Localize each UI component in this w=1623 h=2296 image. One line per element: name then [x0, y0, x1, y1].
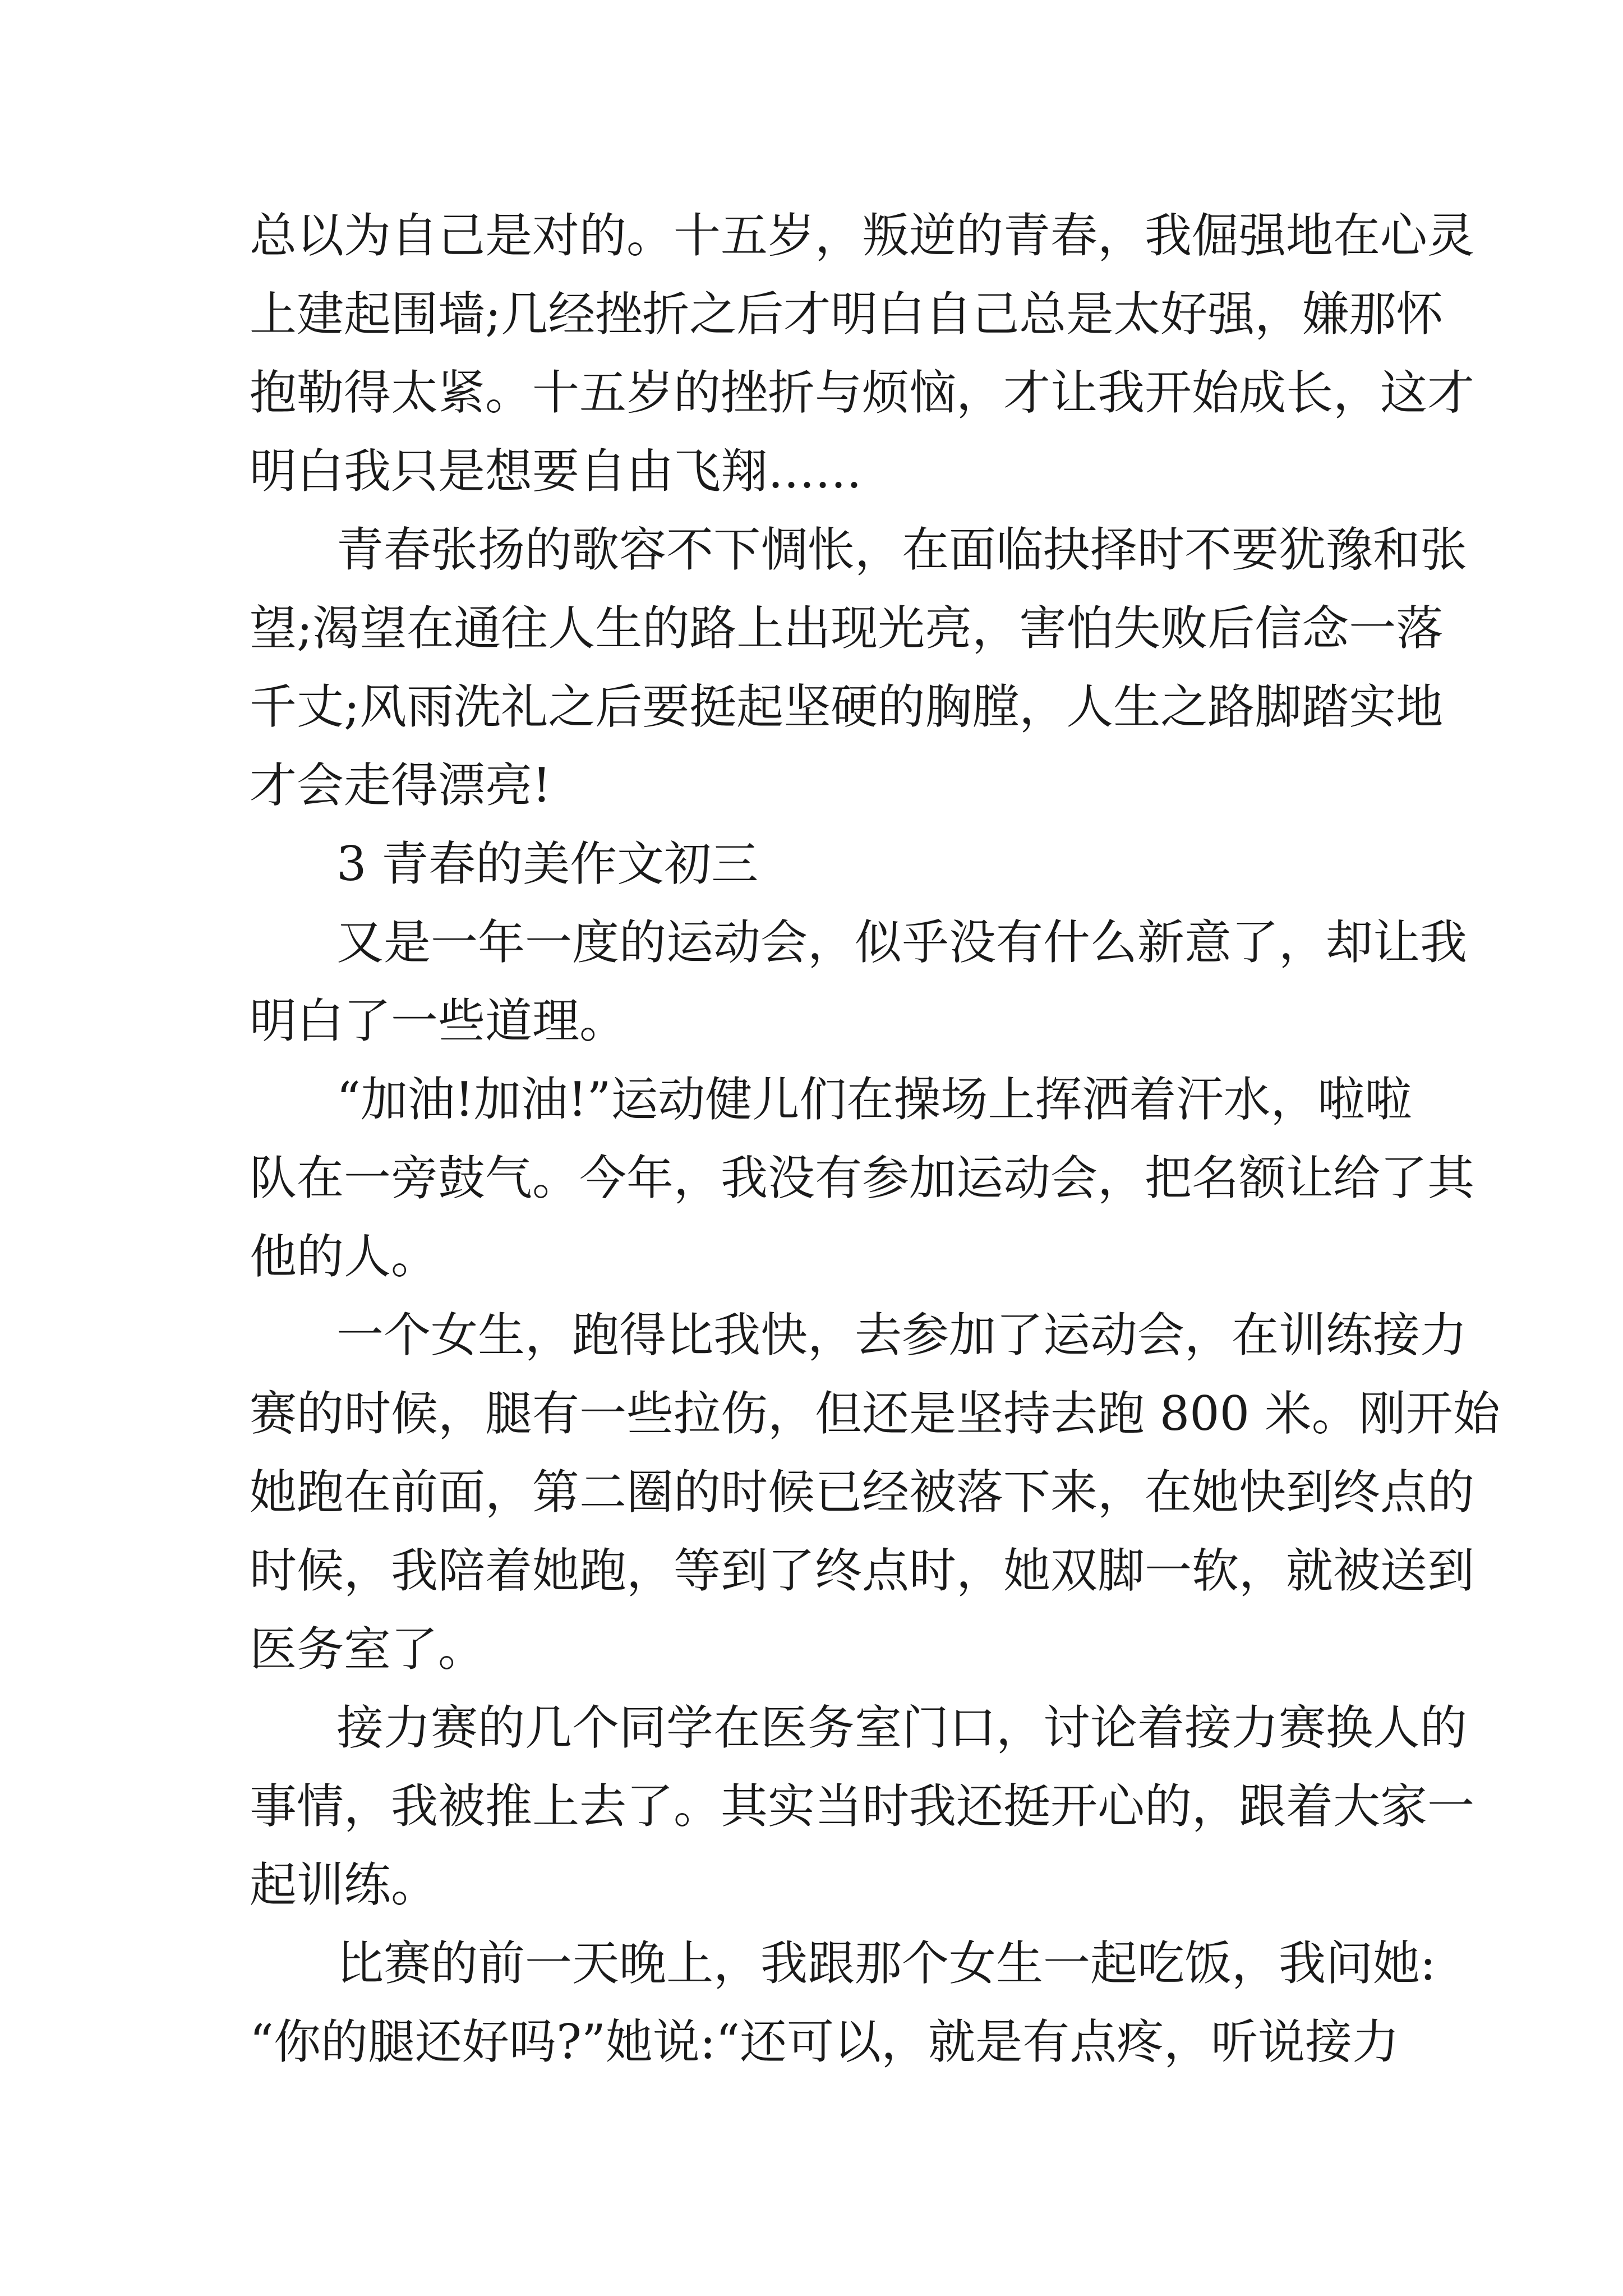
text-line: 上建起围墙;几经挫折之后才明白自己总是太好强，嫌那怀 [250, 287, 1444, 342]
text-line: 比赛的前一天晚上，我跟那个女生一起吃饭，我问她: [336, 1936, 1436, 1991]
text-line: 抱勒得太紧。十五岁的挫折与烦恼，才让我开始成长，这才 [250, 365, 1475, 420]
text-line: 医务室了。 [250, 1622, 486, 1677]
text-line: “你的腿还好吗?”她说:“还可以，就是有点疼，听说接力 [250, 2014, 1400, 2069]
text-line: 赛的时候，腿有一些拉伤，但还是坚持去跑 800 米。刚开始 [250, 1386, 1500, 1441]
text-line: “加油!加油!”运动健儿们在操场上挥洒着汗水，啦啦 [336, 1072, 1412, 1127]
text-line: 他的人。 [250, 1229, 439, 1284]
text-line: 事情，我被推上去了。其实当时我还挺开心的，跟着大家一 [250, 1779, 1475, 1834]
text-line: 明白我只是想要自由飞翔…… [250, 444, 863, 499]
text-line: 她跑在前面，第二圈的时候已经被落下来，在她快到终点的 [250, 1465, 1475, 1520]
text-line: 起训练。 [250, 1857, 439, 1912]
text-line: 时候，我陪着她跑，等到了终点时，她双脚一软，就被送到 [250, 1543, 1475, 1598]
text-line: 队在一旁鼓气。今年，我没有参加运动会，把名额让给了其 [250, 1151, 1475, 1205]
text-line: 接力赛的几个同学在医务室门口，讨论着接力赛换人的 [336, 1700, 1468, 1755]
text-line: 明白了一些道理。 [250, 993, 627, 1048]
text-line: 总以为自己是对的。十五岁，叛逆的青春，我倔强地在心灵 [250, 208, 1475, 263]
text-line: 才会走得漂亮! [250, 758, 551, 813]
text-line: 一个女生，跑得比我快，去参加了运动会，在训练接力 [336, 1308, 1468, 1363]
text-line: 望;渴望在通往人生的路上出现光亮，害怕失败后信念一落 [250, 601, 1444, 656]
section-heading: 3 青春的美作文初三 [336, 836, 759, 891]
text-line: 千丈;风雨洗礼之后要挺起坚硬的胸膛，人生之路脚踏实地 [250, 679, 1444, 734]
text-line: 又是一年一度的运动会，似乎没有什么新意了，却让我 [336, 915, 1468, 970]
text-line: 青春张扬的歌容不下惆怅，在面临抉择时不要犹豫和张 [336, 522, 1468, 577]
